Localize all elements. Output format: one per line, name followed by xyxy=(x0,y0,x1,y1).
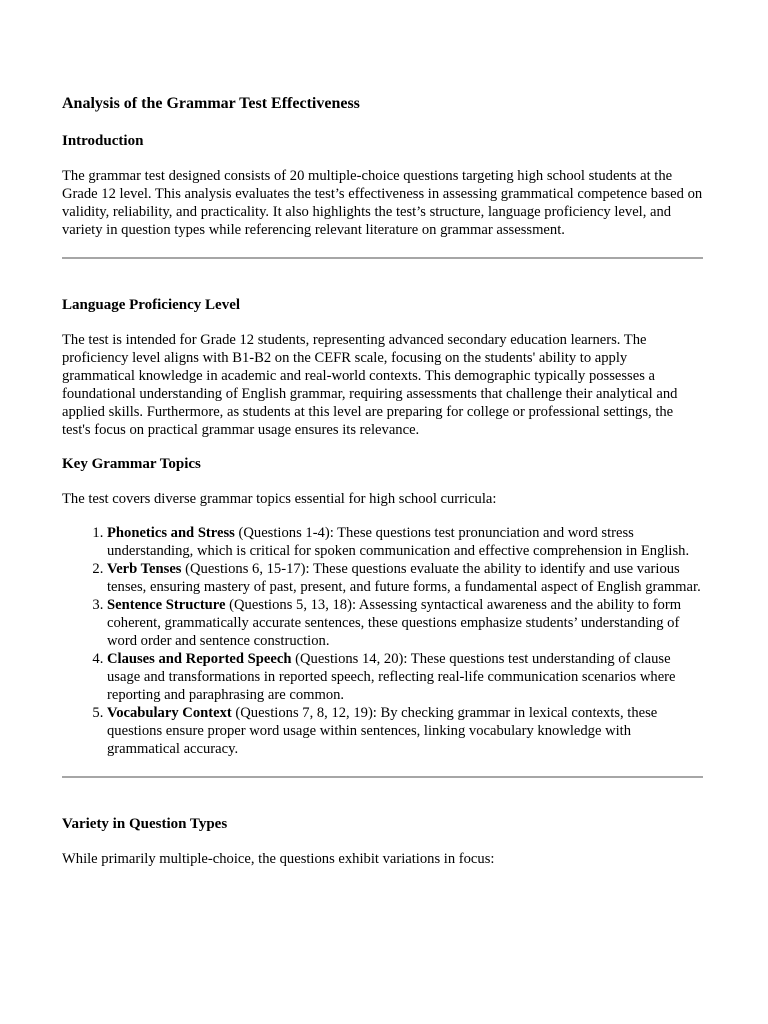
section-divider xyxy=(62,776,703,778)
variety-question-types-paragraph: While primarily multiple-choice, the questions exhibit variations in focus: xyxy=(62,851,495,867)
topic-term: Clauses and Reported Speech xyxy=(107,651,292,667)
key-grammar-topics-intro: The test covers diverse grammar topics essential for high school curricula: xyxy=(62,491,497,507)
section-divider xyxy=(62,257,703,259)
topic-description: (Questions 5, 13, 18): Assessing syntactical awareness and the ability to form coherent, grammatically accurate sentences, these questions emphasize students’ understanding of word order and sentence construction. xyxy=(107,597,682,649)
topic-term: Verb Tenses xyxy=(107,561,182,577)
topic-term: Sentence Structure xyxy=(107,597,226,613)
introduction-heading: Introduction xyxy=(62,133,144,149)
topic-term: Phonetics and Stress xyxy=(107,525,235,541)
variety-question-types-heading: Variety in Question Types xyxy=(62,816,228,832)
list-item xyxy=(107,650,703,704)
topic-description: (Questions 6, 15-17): These questions evaluate the ability to identify and use various tenses, ensuring mastery of past, present, and future forms, a fundamental aspect of English grammar. xyxy=(107,561,701,595)
list-item xyxy=(107,524,703,560)
language-proficiency-paragraph: The test is intended for Grade 12 students, representing advanced secondary education learners. The proficiency level aligns with B1-B2 on the CEFR scale, focusing on the students' ability to apply grammatical knowledge in academic and real-world contexts. This demographic typically possesses a foundational understanding of English grammar, requiring assessments that challenge their analytical and applied skills. Furthermore, as students at this level are preparing for college or professional settings, the test's focus on practical grammar usage ensures its relevance. xyxy=(62,332,678,438)
language-proficiency-heading: Language Proficiency Level xyxy=(62,297,241,313)
list-item xyxy=(107,560,703,596)
topic-description: (Questions 1-4): These questions test pronunciation and word stress understanding, which is critical for spoken communication and effective comprehension in English. xyxy=(107,525,690,559)
key-grammar-topics-heading: Key Grammar Topics xyxy=(62,456,201,472)
list-item xyxy=(107,704,703,758)
topic-description: (Questions 14, 20): These questions test understanding of clause usage and transformations in reported speech, reflecting real-life communication scenarios where reporting and paraphrasing are common. xyxy=(107,651,676,703)
topic-description: (Questions 7, 8, 12, 19): By checking grammar in lexical contexts, these questions ensure proper word usage within sentences, linking vocabulary knowledge with grammatical accuracy. xyxy=(107,705,658,757)
list-item xyxy=(107,596,703,650)
introduction-paragraph: The grammar test designed consists of 20 multiple-choice questions targeting high school students at the Grade 12 level. This analysis evaluates the test’s effectiveness in assessing grammatical competence based on validity, reliability, and practicality. It also highlights the test’s structure, language proficiency level, and variety in question types while referencing relevant literature on grammar assessment. xyxy=(62,168,703,238)
document-title: Analysis of the Grammar Test Effectiveness xyxy=(62,95,360,112)
topic-term: Vocabulary Context xyxy=(107,705,232,721)
grammar-topics-list xyxy=(62,524,703,758)
